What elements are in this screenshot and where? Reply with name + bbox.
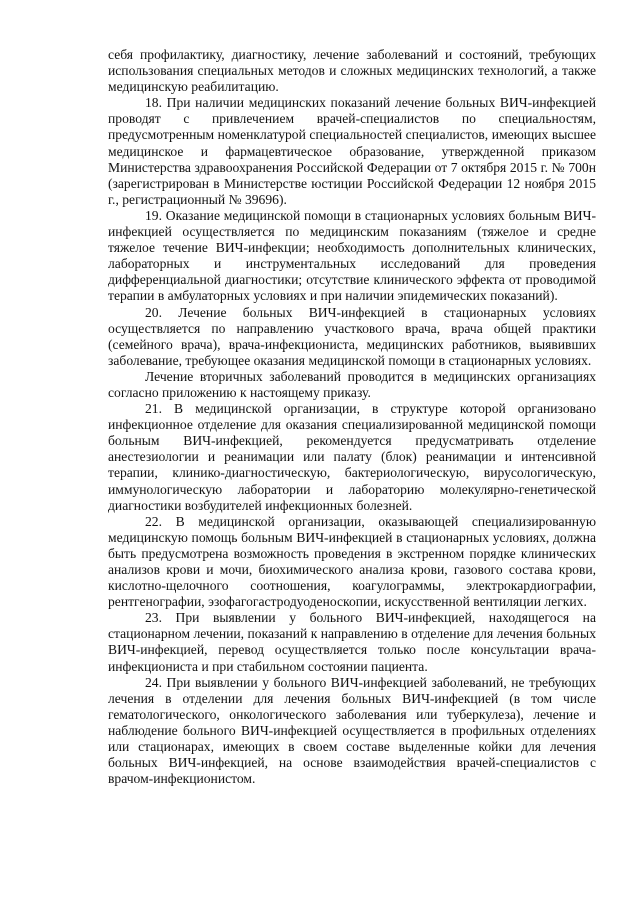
paragraph-19: 19. Оказание медицинской помощи в стационарных условиях больным ВИЧ-инфекцией осуществляется по медицинским показаниям (тяжелое и средне тяжелое течение ВИЧ-инфекции; необходимость дополнительных клинических, лабораторных и инструментальных исследований для проведения дифференциальной диагностики; отсутствие клинического эффекта от проводимой терапии в амбулаторных условиях и при наличии эпидемических показаний). bbox=[108, 207, 596, 304]
document-body bbox=[108, 47, 596, 787]
paragraph-22: 22. В медицинской организации, оказывающей специализированную медицинскую помощь больным ВИЧ-инфекцией в стационарных условиях, должна быть предусмотрена возможность проведения в экстренном порядке клинических анализов крови и мочи, биохимического анализа крови, газового состава крови, кислотно-щелочного соотношения, коагулограммы, электрокардиографии, рентгенографии, эзофагогастродуоденоскопии, искусственной вентиляции легких. bbox=[108, 513, 596, 610]
paragraph-20-secondary: Лечение вторичных заболеваний проводится в медицинских организациях согласно приложению к настоящему приказу. bbox=[108, 368, 596, 400]
paragraph-18: 18. При наличии медицинских показаний лечение больных ВИЧ-инфекцией проводят с привлечением врачей-специалистов по специальностям, предусмотренным номенклатурой специальностей специалистов, имеющих высшее медицинское и фармацевтическое образование, утвержденной приказом Министерства здравоохранения Российской Федерации от 7 октября 2015 г. № 700н (зарегистрирован в Министерстве юстиции Российской Федерации 12 ноября 2015 г., регистрационный № 39696). bbox=[108, 95, 596, 207]
paragraph-continuation: себя профилактику, диагностику, лечение заболеваний и состояний, требующих использования специальных методов и сложных медицинских технологий, а также медицинскую реабилитацию. bbox=[108, 47, 596, 95]
paragraph-23: 23. При выявлении у больного ВИЧ-инфекцией, находящегося на стационарном лечении, показаний к направлению в отделение для лечения больных ВИЧ-инфекцией, перевод осуществляется только после консультации врача-инфекциониста и при стабильном состоянии пациента. bbox=[108, 610, 596, 674]
paragraph-24: 24. При выявлении у больного ВИЧ-инфекцией заболеваний, не требующих лечения в отделении для лечения больных ВИЧ-инфекцией (в том числе гематологического, онкологического заболевания или туберкулеза), лечение и наблюдение больного ВИЧ-инфекцией осуществляется в профильных отделениях или стационарах, имеющих в своем составе выделенные койки для лечения больных ВИЧ-инфекцией, на основе взаимодействия врачей-специалистов с врачом-инфекционистом. bbox=[108, 674, 596, 787]
paragraph-20: 20. Лечение больных ВИЧ-инфекцией в стационарных условиях осуществляется по направлению участкового врача, врача общей практики (семейного врача), врача-инфекциониста, медицинских работников, выявивших заболевание, требующее оказания медицинской помощи в стационарных условиях. bbox=[108, 304, 596, 368]
paragraph-21: 21. В медицинской организации, в структуре которой организовано инфекционное отделение для оказания специализированной медицинской помощи больным ВИЧ-инфекцией, рекомендуется предусматривать отделение анестезиологии и реанимации или палату (блок) реанимации и интенсивной терапии, клинико-диагностическую, бактериологическую, вирусологическую, иммунологическую лаборатории и лабораторию молекулярно-генетической диагностики возбудителей инфекционных болезней. bbox=[108, 401, 596, 513]
